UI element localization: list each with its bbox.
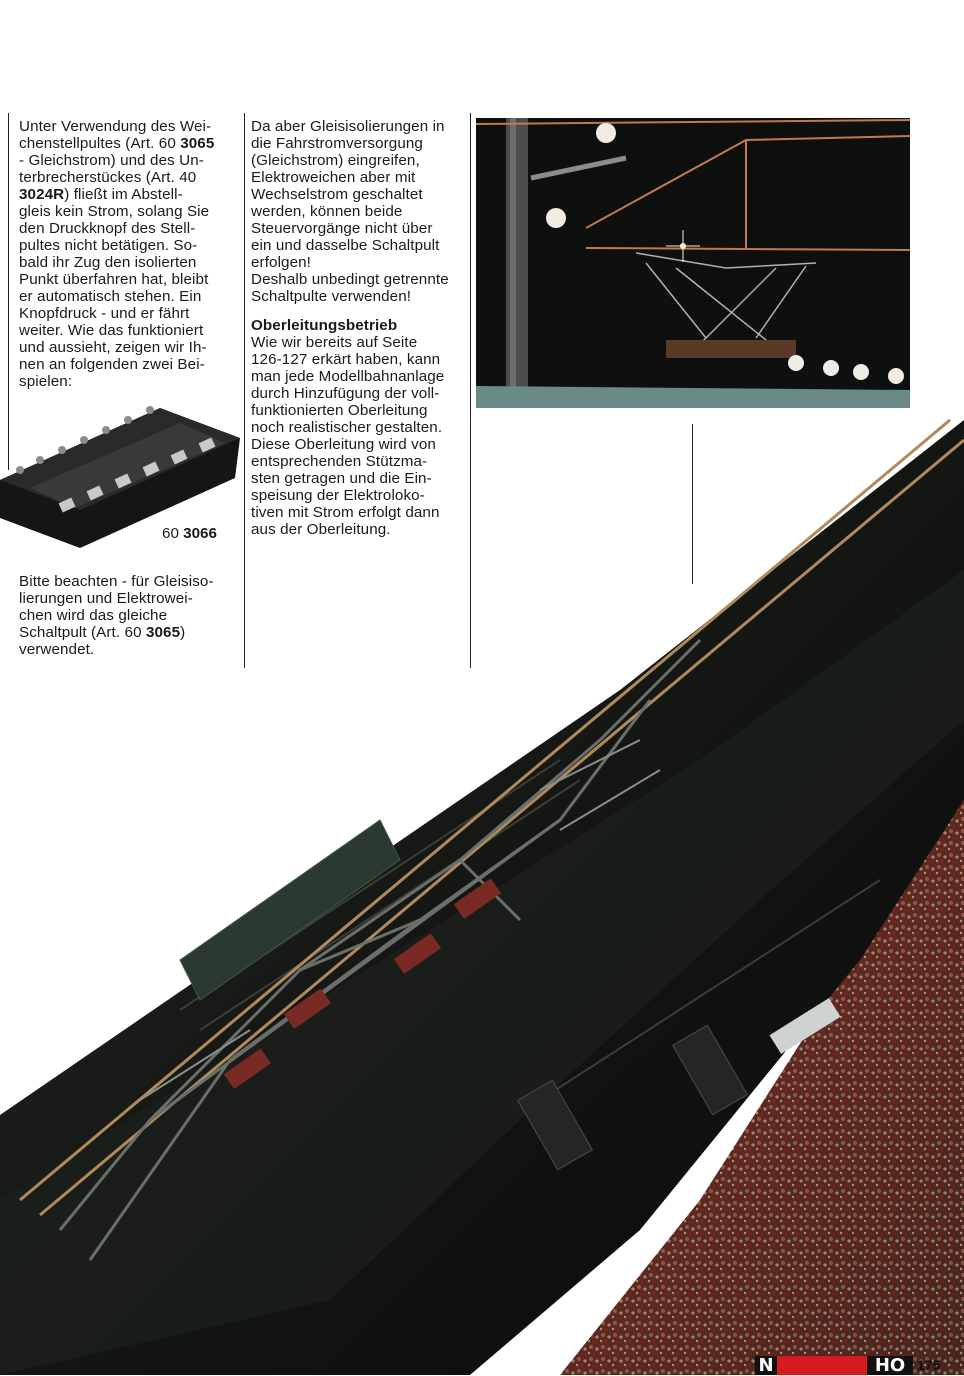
text-line: (Gleichstrom) eingreifen, bbox=[251, 152, 420, 169]
text-line: aus der Oberleitung. bbox=[251, 521, 391, 538]
middle-column-rule bbox=[244, 113, 245, 668]
product-caption: 60 3066 bbox=[162, 525, 217, 542]
gauge-color-bar bbox=[777, 1356, 867, 1375]
text-line: funktionierten Oberleitung bbox=[251, 402, 428, 419]
text-line: erfolgen! bbox=[251, 254, 312, 271]
left-column-paragraph-2 bbox=[19, 573, 241, 658]
text-line: 3024R) fließt im Abstell- bbox=[19, 186, 183, 203]
text-line: Da aber Gleisisolierungen in bbox=[251, 118, 445, 135]
middle-column-section bbox=[251, 317, 467, 538]
text-line: chen wird das gleiche bbox=[19, 607, 168, 624]
text-line: gleis kein Strom, solang Sie bbox=[19, 203, 210, 220]
middle-column-paragraph-1 bbox=[251, 118, 467, 305]
text-line: - Gleichstrom) und des Un- bbox=[19, 152, 204, 169]
gauge-badge-strip bbox=[755, 1356, 964, 1375]
text-line: sten getragen und die Ein- bbox=[251, 470, 432, 487]
text-line: noch realistischer gestalten. bbox=[251, 419, 443, 436]
text-line: terbrecherstückes (Art. 40 bbox=[19, 169, 197, 186]
text-line: tiven mit Strom erfolgt dann bbox=[251, 504, 440, 521]
text-line: Bitte beachten - für Gleisiso- bbox=[19, 573, 214, 590]
catenary-photo bbox=[476, 118, 910, 408]
text-line: Wie wir bereits auf Seite bbox=[251, 334, 418, 351]
article-number: 3065 bbox=[145, 624, 181, 641]
section-heading: Oberleitungsbetrieb bbox=[251, 317, 398, 334]
text-line: weiter. Wie das funktioniert bbox=[19, 322, 204, 339]
text-line: Diese Oberleitung wird von bbox=[251, 436, 436, 453]
text-line: bald ihr Zug den isolierten bbox=[19, 254, 197, 271]
product-number: 3066 bbox=[183, 525, 217, 542]
text-background-top bbox=[476, 0, 964, 118]
text-line: Punkt überfahren hat, bleibt bbox=[19, 271, 209, 288]
article-number: 3024R bbox=[19, 186, 65, 203]
text-background-mid bbox=[240, 660, 476, 670]
gauge-ho-badge: HO bbox=[867, 1356, 913, 1375]
text-line: den Druckknopf des Stell- bbox=[19, 220, 196, 237]
text-line: lierungen und Elektrowei- bbox=[19, 590, 193, 607]
text-line: Knopfdruck - und er fährt bbox=[19, 305, 190, 322]
text-line: Steuervorgänge nicht über bbox=[251, 220, 433, 237]
text-line: er automatisch stehen. Ein bbox=[19, 288, 202, 305]
left-column-paragraph-1 bbox=[19, 118, 241, 390]
text-line: werden, können beide bbox=[251, 203, 403, 220]
text-line: durch Hinzufügung der voll- bbox=[251, 385, 440, 402]
text-line: Unter Verwendung des Wei- bbox=[19, 118, 212, 135]
text-line: Schaltpulte verwenden! bbox=[251, 288, 412, 305]
text-line: verwendet. bbox=[19, 641, 95, 658]
gauge-n-badge: N bbox=[755, 1356, 777, 1375]
page-number: 175 bbox=[917, 1357, 941, 1373]
text-line: entsprechenden Stützma- bbox=[251, 453, 428, 470]
text-line: Schaltpult (Art. 60 3065) bbox=[19, 624, 186, 641]
text-line: Elektroweichen aber mit bbox=[251, 169, 416, 186]
text-line: die Fahrstromversorgung bbox=[251, 135, 423, 152]
text-line: chenstellpultes (Art. 60 3065 bbox=[19, 135, 215, 152]
text-line: 126-127 erkärt haben, kann bbox=[251, 351, 441, 368]
text-line: und aussieht, zeigen wir Ih- bbox=[19, 339, 207, 356]
text-line: speisung der Elektroloko- bbox=[251, 487, 425, 504]
article-number: 3065 bbox=[180, 135, 215, 152]
text-line: man jede Modellbahnanlage bbox=[251, 368, 445, 385]
right-column-rule bbox=[470, 113, 471, 668]
text-background-right bbox=[910, 118, 964, 418]
text-line: Wechselstrom geschaltet bbox=[251, 186, 423, 203]
text-line: ein und dasselbe Schaltpult bbox=[251, 237, 440, 254]
photo-divider-rule bbox=[692, 424, 693, 584]
text-line: nen an folgenden zwei Bei- bbox=[19, 356, 205, 373]
text-line: pultes nicht betätigen. So- bbox=[19, 237, 198, 254]
text-line: spielen: bbox=[19, 373, 73, 390]
text-line: Deshalb unbedingt getrennte bbox=[251, 271, 449, 288]
